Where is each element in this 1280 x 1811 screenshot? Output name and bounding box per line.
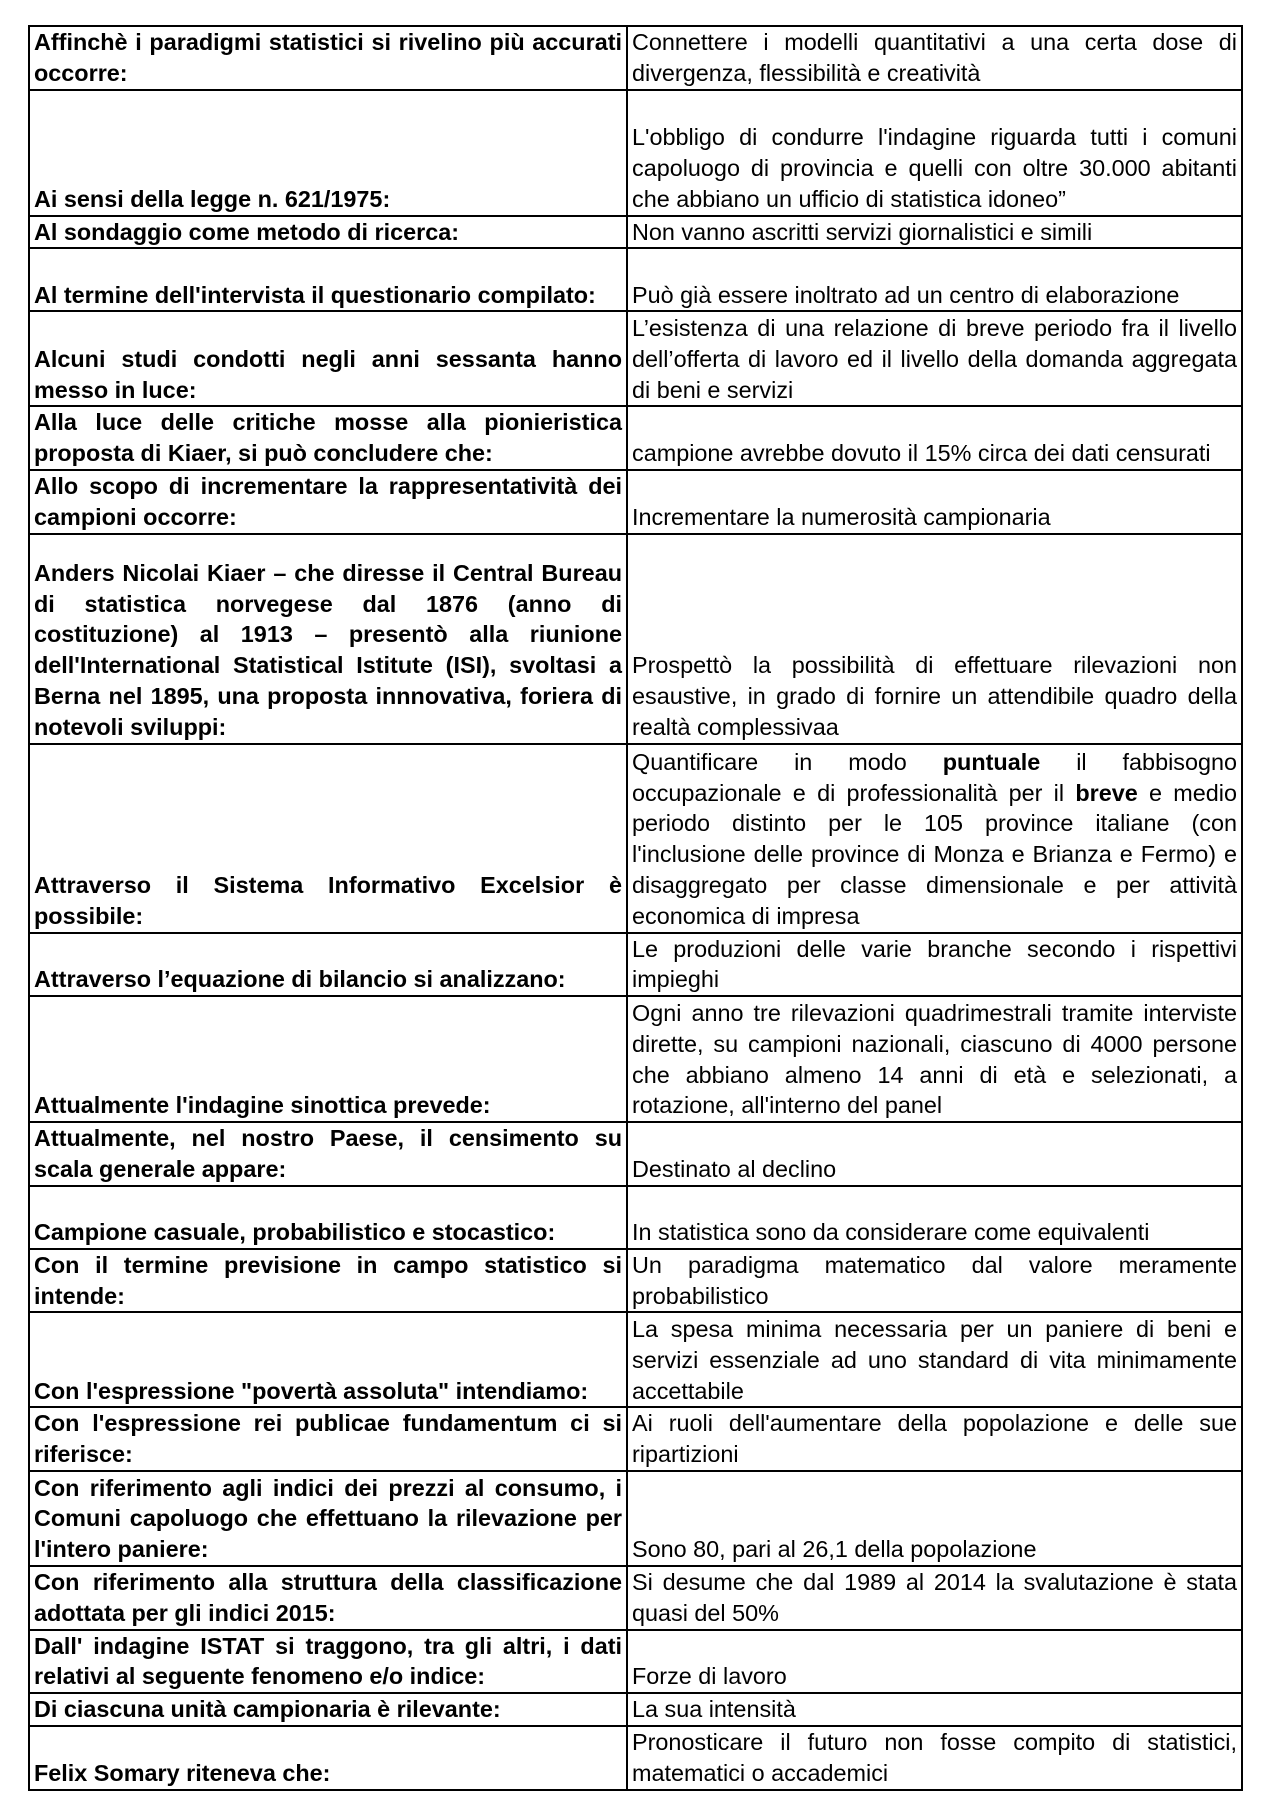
table-row <box>29 1312 1242 1407</box>
question-cell: Con riferimento alla struttura della classificazione adottata per gli indici 2015: <box>29 1566 627 1630</box>
table-row <box>29 534 1242 744</box>
answer-cell: Sono 80, pari al 26,1 della popolazione <box>627 1471 1242 1566</box>
question-cell: Al sondaggio come metodo di ricerca: <box>29 216 627 249</box>
question-cell: Felix Somary riteneva che: <box>29 1726 627 1790</box>
answer-cell: Connettere i modelli quantitativi a una certa dose di divergenza, flessibilità e creatività <box>627 26 1242 90</box>
answer-cell: Si desume che dal 1989 al 2014 la svalutazione è stata quasi del 50% <box>627 1566 1242 1630</box>
table-row <box>29 1407 1242 1471</box>
answer-cell: L’esistenza di una relazione di breve periodo fra il livello dell’offerta di lavoro ed il livello della domanda aggregata di beni e servizi <box>627 311 1242 406</box>
question-cell: Ai sensi della legge n. 621/1975: <box>29 90 627 216</box>
answer-text: il fabbisogno occupazionale e di professionalità per il <box>632 748 1238 806</box>
question-cell: Con il termine previsione in campo statistico si intende: <box>29 1249 627 1313</box>
answer-cell <box>627 744 1242 933</box>
table-row <box>29 1630 1242 1694</box>
answer-cell: Incrementare la numerosità campionaria <box>627 470 1242 534</box>
answer-text: e medio periodo distinto per le 105 province italiane (con l'inclusione delle province di Monza e Brianza e Fermo) e disaggregato per classe dimensionale e per attività economica di impresa <box>632 779 1237 929</box>
table-row <box>29 248 1242 311</box>
answer-cell: Prospettò la possibilità di effettuare rilevazioni non esaustive, in grado di fornire un attendibile quadro della realtà complessivaa <box>627 534 1242 744</box>
question-cell: Anders Nicolai Kiaer – che diresse il Central Bureau di statistica norvegese dal 1876 (anno di costituzione) al 1913 – presentò alla riunione dell'International Statistical Istitute (ISI), svoltasi a Berna nel 1895, una proposta innnovativa, foriera di notevoli sviluppi: <box>29 534 627 744</box>
answer-cell: Pronosticare il futuro non fosse compito di statistici, matematici o accademici <box>627 1726 1242 1790</box>
table-row <box>29 996 1242 1122</box>
answer-cell: La sua intensità <box>627 1693 1242 1726</box>
question-cell: Con riferimento agli indici dei prezzi al consumo, i Comuni capoluogo che effettuano la rilevazione per l'intero paniere: <box>29 1471 627 1566</box>
question-cell: Attualmente, nel nostro Paese, il censimento su scala generale appare: <box>29 1122 627 1186</box>
table-row <box>29 1471 1242 1566</box>
table-row <box>29 311 1242 406</box>
question-cell: Con l'espressione rei publicae fundamentum ci si riferisce: <box>29 1407 627 1471</box>
table-row <box>29 470 1242 534</box>
answer-cell: Forze di lavoro <box>627 1630 1242 1694</box>
table-row <box>29 406 1242 470</box>
table-row <box>29 744 1242 933</box>
table-row <box>29 1186 1242 1249</box>
question-cell: Alcuni studi condotti negli anni sessanta hanno messo in luce: <box>29 311 627 406</box>
question-cell: Con l'espressione "povertà assoluta" intendiamo: <box>29 1312 627 1407</box>
answer-cell: L'obbligo di condurre l'indagine riguarda tutti i comuni capoluogo di provincia e quelli con oltre 30.000 abitanti che abbiano un ufficio di statistica idoneo” <box>627 90 1242 216</box>
answer-cell: Può già essere inoltrato ad un centro di elaborazione <box>627 248 1242 311</box>
table-row <box>29 216 1242 249</box>
table-row <box>29 1726 1242 1790</box>
answer-cell: In statistica sono da considerare come equivalenti <box>627 1186 1242 1249</box>
answer-emphasis: breve <box>1075 779 1138 806</box>
answer-emphasis: puntuale <box>942 748 1041 775</box>
answer-cell: Le produzioni delle varie branche secondo i rispettivi impieghi <box>627 933 1242 997</box>
question-cell: Attualmente l'indagine sinottica prevede: <box>29 996 627 1122</box>
answer-cell: Ogni anno tre rilevazioni quadrimestrali tramite interviste dirette, su campioni nazionali, ciascuno di 4000 persone che abbiano almeno 14 anni di età e selezionati, a rotazione, all'interno del panel <box>627 996 1242 1122</box>
table-row <box>29 1693 1242 1726</box>
table-row <box>29 1249 1242 1313</box>
question-cell: Alla luce delle critiche mosse alla pionieristica proposta di Kiaer, si può concludere che: <box>29 406 627 470</box>
table-row <box>29 1122 1242 1186</box>
answer-cell: Non vanno ascritti servizi giornalistici e simili <box>627 216 1242 249</box>
question-cell: Di ciascuna unità campionaria è rilevante: <box>29 1693 627 1726</box>
table-row <box>29 26 1242 90</box>
question-cell: Dall' indagine ISTAT si traggono, tra gli altri, i dati relativi al seguente fenomeno e/o indice: <box>29 1630 627 1694</box>
question-cell: Al termine dell'intervista il questionario compilato: <box>29 248 627 311</box>
answer-text: Quantificare in modo <box>632 748 943 775</box>
question-cell: Affinchè i paradigmi statistici si rivelino più accurati occorre: <box>29 26 627 90</box>
answer-cell: Un paradigma matematico dal valore meramente probabilistico <box>627 1249 1242 1313</box>
qa-sheet <box>28 25 1241 1791</box>
qa-table <box>28 25 1243 1791</box>
answer-cell: Ai ruoli dell'aumentare della popolazione e delle sue ripartizioni <box>627 1407 1242 1471</box>
answer-cell: La spesa minima necessaria per un paniere di beni e servizi essenziale ad uno standard di vita minimamente accettabile <box>627 1312 1242 1407</box>
question-cell: Allo scopo di incrementare la rappresentatività dei campioni occorre: <box>29 470 627 534</box>
table-row <box>29 933 1242 997</box>
question-cell: Attraverso l’equazione di bilancio si analizzano: <box>29 933 627 997</box>
table-row <box>29 90 1242 216</box>
answer-cell: Destinato al declino <box>627 1122 1242 1186</box>
question-cell: Attraverso il Sistema Informativo Excelsior è possibile: <box>29 744 627 933</box>
question-cell: Campione casuale, probabilistico e stocastico: <box>29 1186 627 1249</box>
table-row <box>29 1566 1242 1630</box>
answer-cell: campione avrebbe dovuto il 15% circa dei dati censurati <box>627 406 1242 470</box>
